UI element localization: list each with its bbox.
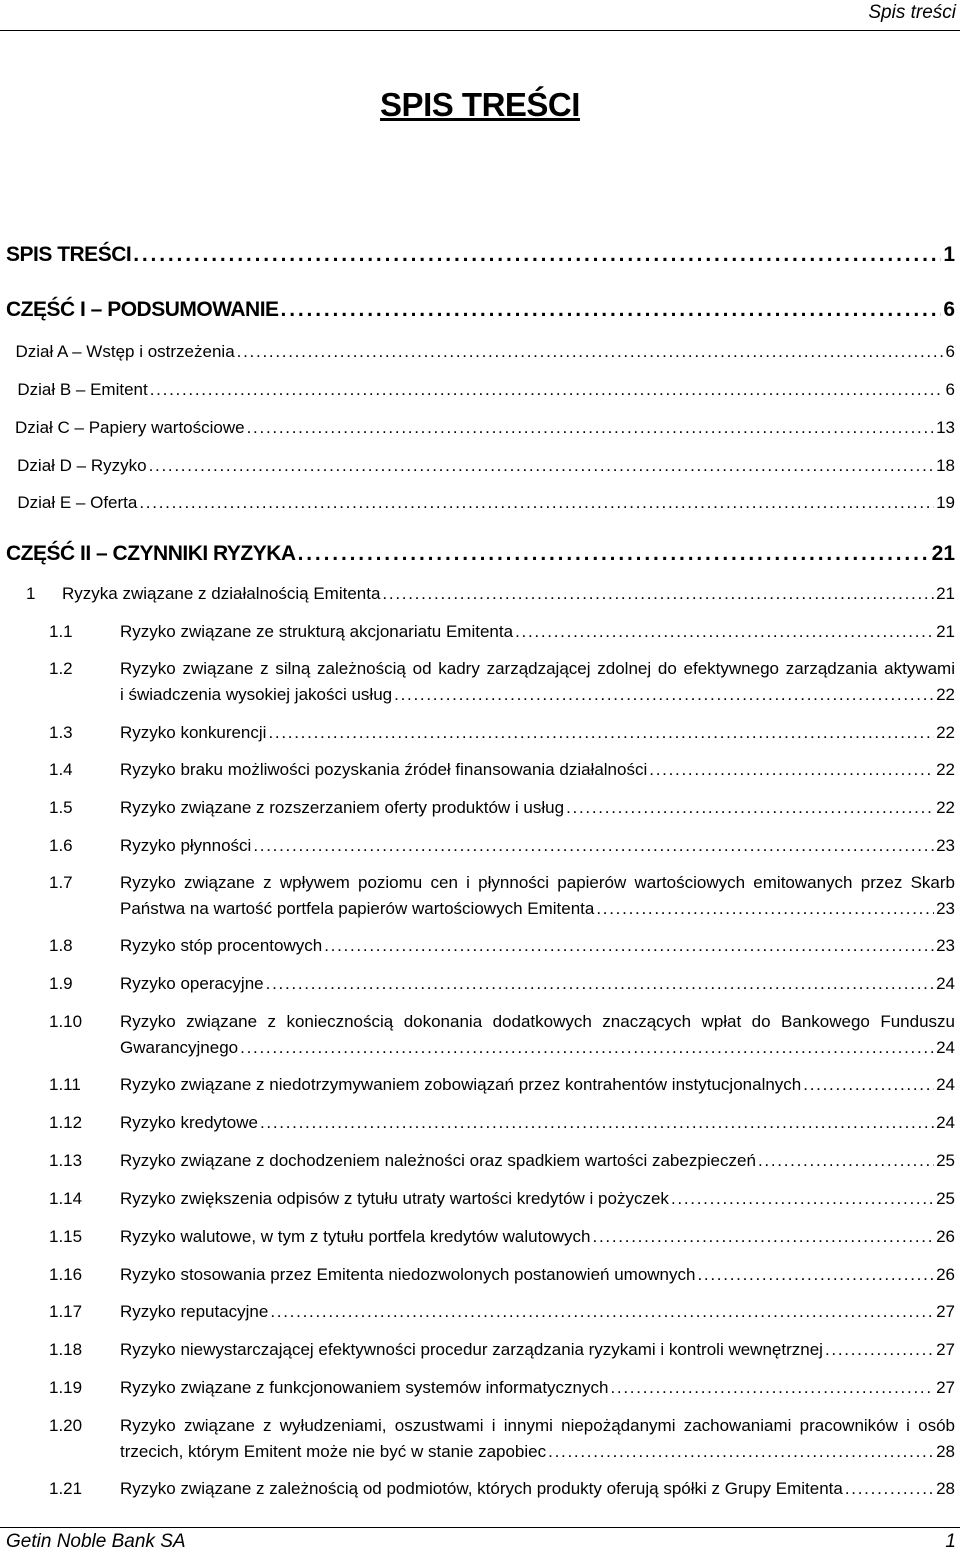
toc-entry-label-line2: trzecich, którym Emitent może nie być w stanie zapobiec bbox=[120, 1442, 547, 1461]
toc-entry-page: 6 bbox=[945, 342, 955, 361]
toc-entry-label: Ryzyko reputacyjne bbox=[120, 1302, 269, 1321]
toc-entry-number: 1.8 bbox=[49, 936, 73, 955]
toc-entry-label-line2: i świadczenia wysokiej jakości usług bbox=[120, 685, 393, 704]
toc-entry[interactable] bbox=[6, 541, 955, 567]
toc-entry-page: 19 bbox=[936, 493, 955, 512]
footer-page-number: 1 bbox=[945, 1531, 956, 1552]
dot-leader bbox=[240, 1035, 934, 1061]
dot-leader bbox=[149, 453, 935, 479]
toc-entry-number: 1.17 bbox=[49, 1302, 83, 1321]
footer-company: Getin Noble Bank SA bbox=[6, 1531, 186, 1552]
toc-entry-label: Dział D – Ryzyko bbox=[17, 456, 147, 475]
toc-entry-page: 21 bbox=[936, 622, 955, 641]
toc-entry[interactable] bbox=[0, 1262, 955, 1288]
dot-leader bbox=[596, 896, 934, 922]
toc-entry-page: 23 bbox=[936, 899, 955, 918]
toc-entry-page: 22 bbox=[936, 723, 955, 742]
toc-entry-page: 23 bbox=[936, 936, 955, 955]
toc-entry[interactable] bbox=[0, 870, 955, 922]
dot-leader bbox=[324, 933, 934, 959]
dot-leader bbox=[260, 1110, 934, 1136]
toc-entry-page: 24 bbox=[936, 974, 955, 993]
header-rule bbox=[0, 30, 960, 31]
toc-entry-page: 22 bbox=[936, 760, 955, 779]
dot-leader bbox=[266, 971, 934, 997]
toc-entry-number: 1.18 bbox=[49, 1340, 83, 1359]
toc-entry-page: 28 bbox=[936, 1479, 955, 1498]
toc-entry-number: 1.11 bbox=[49, 1075, 81, 1094]
toc-entry-number: 1.4 bbox=[49, 760, 73, 779]
document-title: SPIS TREŚCI bbox=[380, 86, 580, 123]
toc-entry-number: 1.20 bbox=[49, 1416, 83, 1435]
toc-entry[interactable] bbox=[0, 415, 955, 441]
toc-entry-page: 28 bbox=[936, 1442, 955, 1461]
dot-leader bbox=[150, 377, 944, 403]
toc-entry[interactable] bbox=[0, 1009, 955, 1061]
dot-leader bbox=[548, 1439, 934, 1465]
dot-leader bbox=[697, 1262, 934, 1288]
toc-entry-label-line2: Państwa na wartość portfela papierów wartościowych Emitenta bbox=[120, 899, 595, 918]
dot-leader bbox=[593, 1224, 935, 1250]
toc-entry-page: 13 bbox=[936, 418, 955, 437]
toc-entry-number: 1.3 bbox=[49, 723, 73, 742]
toc-entry[interactable] bbox=[0, 490, 955, 516]
toc-entry[interactable] bbox=[0, 377, 955, 403]
toc-entry-label: Ryzyko niewystarczającej efektywności procedur zarządzania ryzykami i kontroli wewnętrznej bbox=[120, 1340, 823, 1359]
toc-entry-page: 24 bbox=[936, 1038, 955, 1057]
dot-leader bbox=[268, 720, 934, 746]
dot-leader bbox=[253, 833, 934, 859]
toc-entry[interactable] bbox=[0, 1375, 955, 1401]
toc-entry[interactable] bbox=[0, 339, 955, 365]
dot-leader bbox=[247, 415, 934, 441]
toc-entry-number: 1.1 bbox=[49, 622, 73, 641]
toc-entry-number: 1 bbox=[26, 584, 36, 603]
toc-entry-label: CZĘŚĆ I – PODSUMOWANIE bbox=[6, 298, 279, 321]
toc-entry-page: 27 bbox=[936, 1378, 955, 1397]
toc-entry-label: Ryzyko związane z funkcjonowaniem systemów informatycznych bbox=[120, 1378, 609, 1397]
dot-leader bbox=[845, 1476, 934, 1502]
toc-entry-page: 23 bbox=[936, 836, 955, 855]
toc-entry-label: Ryzyka związane z działalnością Emitenta bbox=[62, 584, 381, 603]
toc-entry-label: Ryzyko związane z zależnością od podmiotów, których produkty oferują spółki z Grupy Emitenta bbox=[120, 1479, 843, 1498]
toc-entry-label: Ryzyko kredytowe bbox=[120, 1113, 258, 1132]
toc-entry-page: 26 bbox=[936, 1265, 955, 1284]
toc-entry-label: Ryzyko płynności bbox=[120, 836, 252, 855]
toc-entry-number: 1.9 bbox=[49, 974, 73, 993]
toc-entry-label-line1: Ryzyko związane z silną zależnością od kadry zarządzającej zdolnej do efektywnego zarządzania aktywami bbox=[120, 659, 955, 678]
dot-leader bbox=[671, 1186, 934, 1212]
toc-entry[interactable] bbox=[0, 1148, 955, 1174]
toc-entry-page: 22 bbox=[936, 685, 955, 704]
dot-leader bbox=[237, 339, 944, 365]
toc-entry-number: 1.16 bbox=[49, 1265, 83, 1284]
toc-entry-page: 26 bbox=[936, 1227, 955, 1246]
toc-entry[interactable] bbox=[0, 720, 955, 746]
running-header: Spis treści bbox=[868, 2, 956, 23]
toc-entry-label-line1: Ryzyko związane z wpływem poziomu cen i płynności papierów wartościowych emitowanych przez Skarb bbox=[120, 873, 955, 892]
toc-entry-label: Ryzyko operacyjne bbox=[120, 974, 264, 993]
dot-leader bbox=[139, 490, 934, 516]
toc-entry[interactable] bbox=[0, 1186, 955, 1212]
toc-entry-page: 25 bbox=[936, 1189, 955, 1208]
toc-entry[interactable] bbox=[0, 1072, 955, 1098]
toc-entry-label: SPIS TREŚCI bbox=[6, 243, 132, 266]
toc-entry[interactable] bbox=[0, 795, 955, 821]
dot-leader bbox=[515, 619, 934, 645]
toc-entry[interactable] bbox=[0, 581, 955, 607]
dot-leader bbox=[298, 541, 930, 567]
toc-entry[interactable] bbox=[0, 656, 955, 708]
toc-entry-label: Ryzyko związane z rozszerzaniem oferty produktów i usług bbox=[120, 798, 565, 817]
toc-entry-page: 18 bbox=[936, 456, 955, 475]
dot-leader bbox=[382, 581, 934, 607]
toc-entry[interactable] bbox=[0, 1476, 955, 1502]
toc-entry[interactable] bbox=[0, 619, 955, 645]
toc-entry-page: 27 bbox=[936, 1340, 955, 1359]
toc-entry-label: Dział E – Oferta bbox=[17, 493, 138, 512]
toc-entry-label: Dział B – Emitent bbox=[17, 380, 148, 399]
toc-entry-label: Dział C – Papiery wartościowe bbox=[15, 418, 245, 437]
toc-entry-page: 24 bbox=[936, 1075, 955, 1094]
toc-entry-label: Ryzyko braku możliwości pozyskania źródeł finansowania działalności bbox=[120, 760, 648, 779]
toc-entry-number: 1.5 bbox=[49, 798, 73, 817]
toc-entry[interactable] bbox=[0, 1299, 955, 1325]
toc-entry-label: CZĘŚĆ II – CZYNNIKI RYZYKA bbox=[6, 542, 296, 565]
toc-entry[interactable] bbox=[6, 297, 955, 323]
toc-entry-label: Ryzyko stosowania przez Emitenta niedozwolonych postanowień umownych bbox=[120, 1265, 696, 1284]
toc-entry-page: 21 bbox=[936, 584, 955, 603]
toc-entry[interactable] bbox=[0, 833, 955, 859]
toc-entry-page: 6 bbox=[945, 380, 955, 399]
toc-entry-page: 24 bbox=[936, 1113, 955, 1132]
toc-entry-number: 1.12 bbox=[49, 1113, 83, 1132]
toc-entry-label: Dział A – Wstęp i ostrzeżenia bbox=[15, 342, 235, 361]
toc-entry[interactable] bbox=[0, 933, 955, 959]
dot-leader bbox=[566, 795, 934, 821]
toc-entry-label: Ryzyko zwiększenia odpisów z tytułu utraty wartości kredytów i pożyczek bbox=[120, 1189, 669, 1208]
dot-leader bbox=[758, 1148, 934, 1174]
dot-leader bbox=[649, 757, 934, 783]
toc-entry-number: 1.10 bbox=[49, 1012, 83, 1031]
toc-entry-label: Ryzyko walutowe, w tym z tytułu portfela kredytów walutowych bbox=[120, 1227, 591, 1246]
toc-entry-number: 1.15 bbox=[49, 1227, 83, 1246]
toc-entry-number: 1.6 bbox=[49, 836, 73, 855]
toc-entry-label: Ryzyko związane z dochodzeniem należności oraz spadkiem wartości zabezpieczeń bbox=[120, 1151, 756, 1170]
toc-entry-label-line2: Gwarancyjnego bbox=[120, 1038, 239, 1057]
toc-entry[interactable] bbox=[0, 453, 955, 479]
dot-leader bbox=[133, 242, 941, 268]
dot-leader bbox=[803, 1072, 934, 1098]
toc-entry-page: 25 bbox=[936, 1151, 955, 1170]
dot-leader bbox=[825, 1337, 934, 1363]
toc-entry-number: 1.19 bbox=[49, 1378, 83, 1397]
toc-entry-label-line1: Ryzyko związane z koniecznością dokonania dodatkowych znaczących wpłat do Bankowego Funduszu bbox=[120, 1012, 955, 1031]
toc-entry[interactable] bbox=[0, 971, 955, 997]
toc-entry[interactable] bbox=[0, 1413, 955, 1465]
toc-entry-page: 27 bbox=[936, 1302, 955, 1321]
dot-leader bbox=[394, 682, 934, 708]
toc-entry-number: 1.7 bbox=[49, 873, 73, 892]
toc-entry-page: 1 bbox=[943, 243, 955, 266]
toc-entry-page: 6 bbox=[943, 298, 955, 321]
toc-entry-page: 21 bbox=[931, 542, 955, 565]
toc-entry-label: Ryzyko związane z niedotrzymywaniem zobowiązań przez kontrahentów instytucjonalnych bbox=[120, 1075, 802, 1094]
toc-entry[interactable] bbox=[0, 1224, 955, 1250]
toc-entry-label: Ryzyko konkurencji bbox=[120, 723, 267, 742]
toc-entry[interactable] bbox=[6, 242, 955, 268]
dot-leader bbox=[610, 1375, 934, 1401]
toc-entry[interactable] bbox=[0, 757, 955, 783]
toc-entry-page: 22 bbox=[936, 798, 955, 817]
toc-entry-label-line1: Ryzyko związane z wyłudzeniami, oszustwami i innymi niepożądanymi zachowaniami pracowników i osób bbox=[120, 1416, 955, 1435]
toc-entry-label: Ryzyko stóp procentowych bbox=[120, 936, 323, 955]
toc-entry-number: 1.21 bbox=[49, 1479, 83, 1498]
toc-entry[interactable] bbox=[0, 1337, 955, 1363]
footer-rule bbox=[0, 1527, 960, 1528]
dot-leader bbox=[270, 1299, 934, 1325]
toc-entry-number: 1.14 bbox=[49, 1189, 83, 1208]
dot-leader bbox=[281, 297, 942, 323]
toc-entry-number: 1.13 bbox=[49, 1151, 83, 1170]
toc-entry[interactable] bbox=[0, 1110, 955, 1136]
toc-entry-number: 1.2 bbox=[49, 659, 73, 678]
toc-entry-label: Ryzyko związane ze strukturą akcjonariatu Emitenta bbox=[120, 622, 514, 641]
